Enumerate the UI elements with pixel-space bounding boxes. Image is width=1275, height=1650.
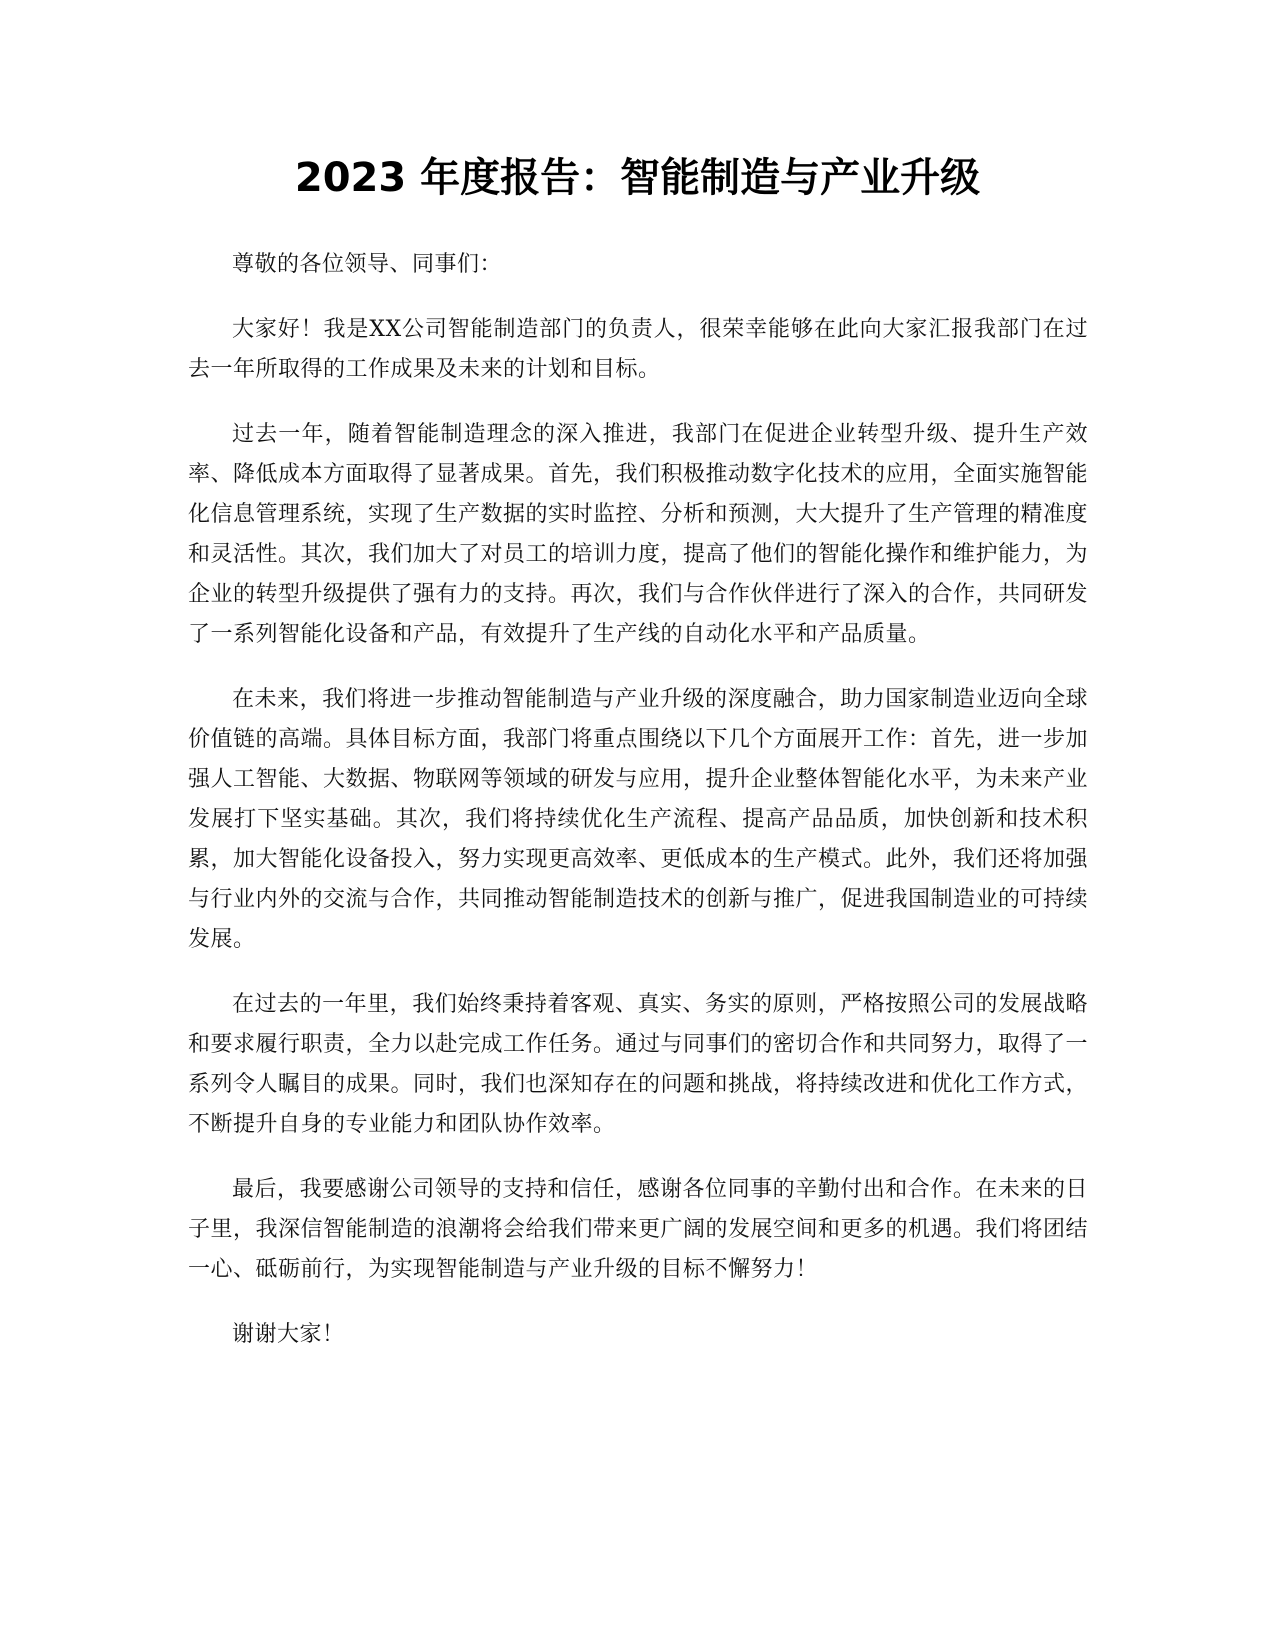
past-achievements-paragraph: 过去一年，随着智能制造理念的深入推进，我部门在促进企业转型升级、提升生产效率、降低成本方面取得了显著成果。首先，我们积极推动数字化技术的应用，全面实施智能化信息管理系统，实现了生产数据的实时监控、分析和预测，大大提升了生产管理的精准度和灵活性。其次，我们加大了对员工的培训力度，提高了他们的智能化操作和维护能力，为企业的转型升级提供了强有力的支持。再次，我们与合作伙伴进行了深入的合作，共同研发了一系列智能化设备和产品，有效提升了生产线的自动化水平和产品质量。 — [188, 422, 1089, 647]
document-title: 2023 年度报告：智能制造与产业升级 — [294, 155, 981, 201]
closing-paragraph: 谢谢大家！ — [232, 1322, 345, 1347]
future-goals-paragraph: 在未来，我们将进一步推动智能制造与产业升级的深度融合，助力国家制造业迈向全球价值链的高端。具体目标方面，我部门将重点围绕以下几个方面展开工作：首先，进一步加强人工智能、大数据、物联网等领域的研发与应用，提升企业整体智能化水平，为未来产业发展打下坚实基础。其次，我们将持续优化生产流程、提高产品品质，加快创新和技术积累，加大智能化设备投入，努力实现更高效率、更低成本的生产模式。此外，我们还将加强与行业内外的交流与合作，共同推动智能制造技术的创新与推广，促进我国制造业的可持续发展。 — [188, 687, 1089, 952]
greeting-paragraph: 大家好！我是XX公司智能制造部门的负责人，很荣幸能够在此向大家汇报我部门在过去一年所取得的工作成果及未来的计划和目标。 — [188, 317, 1088, 382]
thanks-paragraph: 最后，我要感谢公司领导的支持和信任，感谢各位同事的辛勤付出和合作。在未来的日子里，我深信智能制造的浪潮将会给我们带来更广阔的发展空间和更多的机遇。我们将团结一心、砥砺前行，为实现智能制造与产业升级的目标不懈努力！ — [188, 1177, 1089, 1282]
document-body — [188, 245, 1088, 1380]
principles-paragraph: 在过去的一年里，我们始终秉持着客观、真实、务实的原则，严格按照公司的发展战略和要求履行职责，全力以赴完成工作任务。通过与同事们的密切合作和共同努力，取得了一系列令人瞩目的成果。同时，我们也深知存在的问题和挑战，将持续改进和优化工作方式，不断提升自身的专业能力和团队协作效率。 — [188, 992, 1089, 1137]
salutation-paragraph: 尊敬的各位领导、同事们： — [232, 252, 503, 277]
